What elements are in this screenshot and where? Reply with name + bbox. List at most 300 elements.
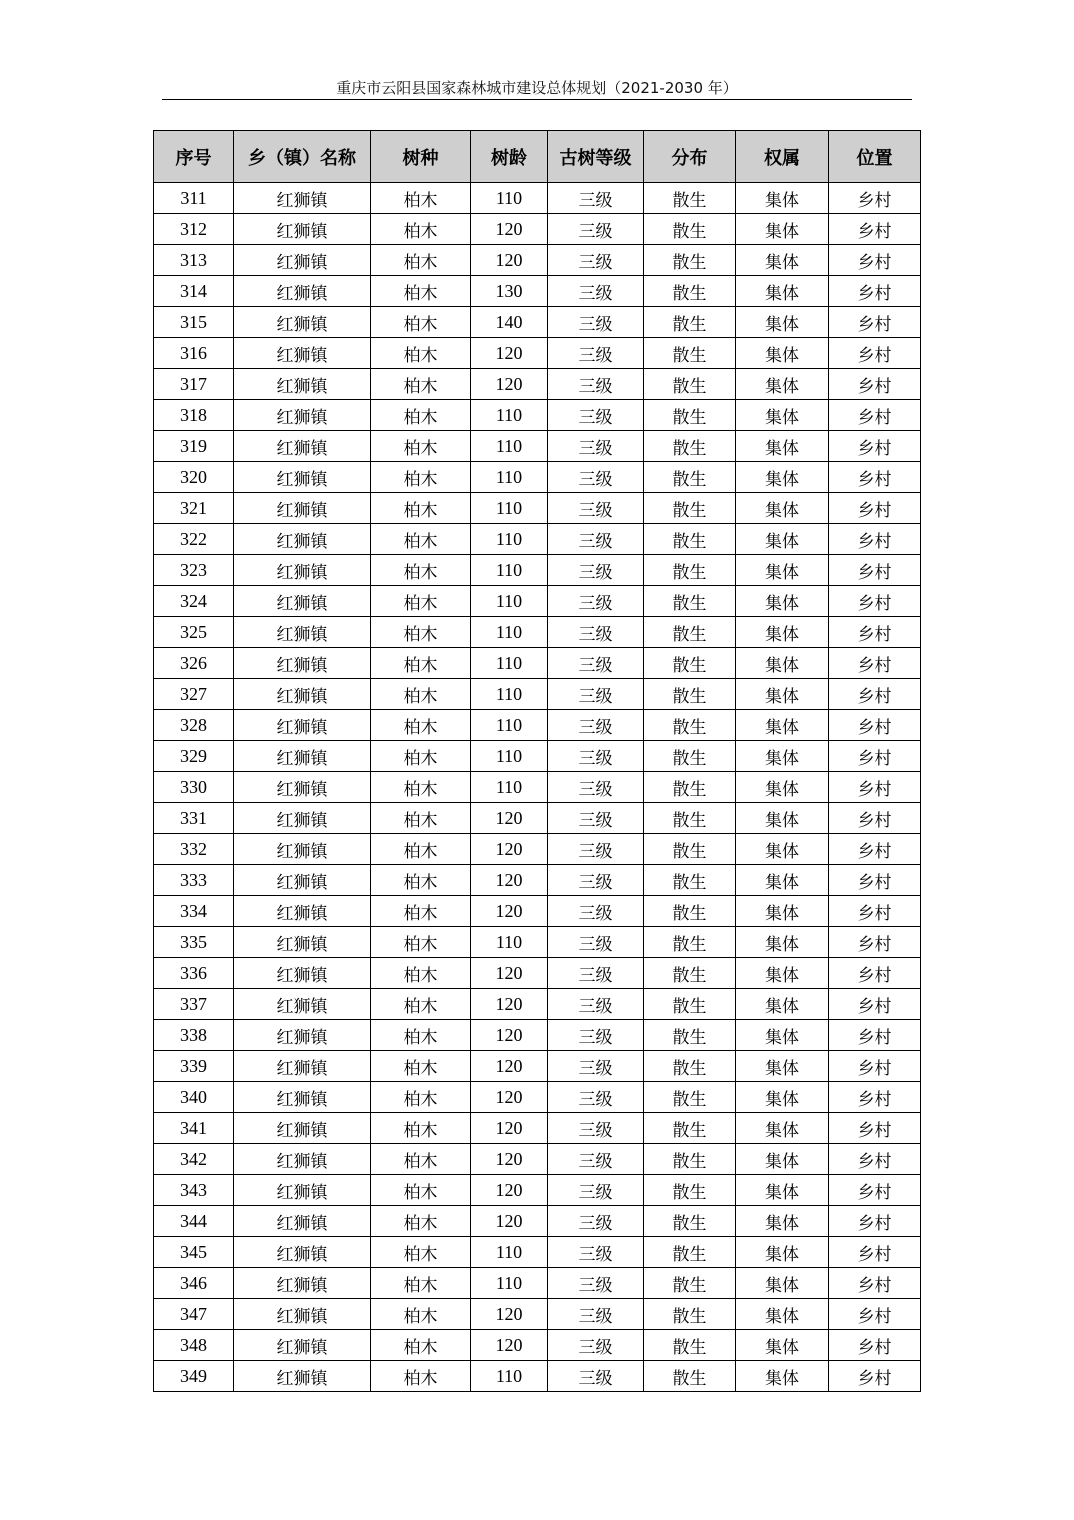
cell-ownership: 集体 xyxy=(736,710,829,741)
cell-location: 乡村 xyxy=(829,989,921,1020)
cell-age: 120 xyxy=(471,1020,548,1051)
table-row xyxy=(154,1144,921,1175)
table-row xyxy=(154,617,921,648)
cell-index: 329 xyxy=(154,741,234,772)
cell-location: 乡村 xyxy=(829,617,921,648)
cell-ownership: 集体 xyxy=(736,617,829,648)
column-header-species: 树种 xyxy=(371,131,471,183)
table-row xyxy=(154,1268,921,1299)
cell-grade: 三级 xyxy=(548,1082,644,1113)
table-row xyxy=(154,958,921,989)
table-row xyxy=(154,1051,921,1082)
cell-township: 红狮镇 xyxy=(234,1361,371,1392)
cell-species: 柏木 xyxy=(371,958,471,989)
cell-ownership: 集体 xyxy=(736,1268,829,1299)
table-row xyxy=(154,772,921,803)
cell-location: 乡村 xyxy=(829,741,921,772)
cell-grade: 三级 xyxy=(548,1299,644,1330)
cell-ownership: 集体 xyxy=(736,245,829,276)
cell-index: 346 xyxy=(154,1268,234,1299)
cell-township: 红狮镇 xyxy=(234,1330,371,1361)
cell-species: 柏木 xyxy=(371,338,471,369)
cell-location: 乡村 xyxy=(829,586,921,617)
page-header-title: 重庆市云阳县国家森林城市建设总体规划（2021-2030 年） xyxy=(336,79,738,97)
cell-grade: 三级 xyxy=(548,1206,644,1237)
cell-ownership: 集体 xyxy=(736,586,829,617)
cell-distribution: 散生 xyxy=(644,245,736,276)
cell-ownership: 集体 xyxy=(736,555,829,586)
cell-index: 326 xyxy=(154,648,234,679)
cell-age: 110 xyxy=(471,400,548,431)
cell-ownership: 集体 xyxy=(736,431,829,462)
cell-index: 322 xyxy=(154,524,234,555)
cell-township: 红狮镇 xyxy=(234,617,371,648)
cell-township: 红狮镇 xyxy=(234,803,371,834)
cell-age: 120 xyxy=(471,1113,548,1144)
cell-index: 335 xyxy=(154,927,234,958)
cell-township: 红狮镇 xyxy=(234,710,371,741)
column-header-grade: 古树等级 xyxy=(548,131,644,183)
cell-location: 乡村 xyxy=(829,431,921,462)
cell-index: 324 xyxy=(154,586,234,617)
cell-ownership: 集体 xyxy=(736,183,829,214)
column-header-township: 乡（镇）名称 xyxy=(234,131,371,183)
column-header-age: 树龄 xyxy=(471,131,548,183)
cell-species: 柏木 xyxy=(371,1361,471,1392)
cell-grade: 三级 xyxy=(548,307,644,338)
cell-species: 柏木 xyxy=(371,400,471,431)
cell-grade: 三级 xyxy=(548,493,644,524)
table-row xyxy=(154,648,921,679)
cell-index: 342 xyxy=(154,1144,234,1175)
cell-township: 红狮镇 xyxy=(234,679,371,710)
table-row xyxy=(154,369,921,400)
cell-index: 318 xyxy=(154,400,234,431)
cell-age: 120 xyxy=(471,245,548,276)
cell-index: 343 xyxy=(154,1175,234,1206)
cell-township: 红狮镇 xyxy=(234,245,371,276)
table-row xyxy=(154,679,921,710)
table-row xyxy=(154,338,921,369)
table-row xyxy=(154,1361,921,1392)
cell-location: 乡村 xyxy=(829,400,921,431)
cell-distribution: 散生 xyxy=(644,617,736,648)
cell-ownership: 集体 xyxy=(736,772,829,803)
cell-age: 110 xyxy=(471,927,548,958)
table-row xyxy=(154,276,921,307)
table-header-row xyxy=(154,131,921,183)
cell-distribution: 散生 xyxy=(644,338,736,369)
cell-ownership: 集体 xyxy=(736,400,829,431)
cell-location: 乡村 xyxy=(829,462,921,493)
cell-distribution: 散生 xyxy=(644,958,736,989)
cell-township: 红狮镇 xyxy=(234,431,371,462)
cell-age: 110 xyxy=(471,431,548,462)
table-row xyxy=(154,834,921,865)
cell-age: 110 xyxy=(471,710,548,741)
cell-age: 120 xyxy=(471,989,548,1020)
cell-species: 柏木 xyxy=(371,307,471,338)
cell-location: 乡村 xyxy=(829,1051,921,1082)
cell-species: 柏木 xyxy=(371,555,471,586)
cell-age: 120 xyxy=(471,1206,548,1237)
cell-age: 110 xyxy=(471,586,548,617)
cell-distribution: 散生 xyxy=(644,1237,736,1268)
cell-species: 柏木 xyxy=(371,276,471,307)
cell-township: 红狮镇 xyxy=(234,462,371,493)
cell-location: 乡村 xyxy=(829,276,921,307)
cell-grade: 三级 xyxy=(548,927,644,958)
cell-age: 120 xyxy=(471,958,548,989)
cell-location: 乡村 xyxy=(829,214,921,245)
cell-grade: 三级 xyxy=(548,276,644,307)
column-header-distribution: 分布 xyxy=(644,131,736,183)
cell-age: 120 xyxy=(471,214,548,245)
cell-location: 乡村 xyxy=(829,896,921,927)
cell-index: 336 xyxy=(154,958,234,989)
cell-grade: 三级 xyxy=(548,679,644,710)
cell-age: 110 xyxy=(471,1268,548,1299)
cell-grade: 三级 xyxy=(548,958,644,989)
cell-ownership: 集体 xyxy=(736,1206,829,1237)
cell-distribution: 散生 xyxy=(644,865,736,896)
cell-distribution: 散生 xyxy=(644,710,736,741)
cell-location: 乡村 xyxy=(829,369,921,400)
cell-species: 柏木 xyxy=(371,648,471,679)
cell-grade: 三级 xyxy=(548,214,644,245)
table-row xyxy=(154,400,921,431)
cell-location: 乡村 xyxy=(829,1144,921,1175)
cell-ownership: 集体 xyxy=(736,493,829,524)
cell-township: 红狮镇 xyxy=(234,741,371,772)
cell-distribution: 散生 xyxy=(644,1268,736,1299)
cell-index: 331 xyxy=(154,803,234,834)
cell-age: 120 xyxy=(471,338,548,369)
cell-grade: 三级 xyxy=(548,1268,644,1299)
cell-species: 柏木 xyxy=(371,462,471,493)
cell-grade: 三级 xyxy=(548,462,644,493)
cell-index: 321 xyxy=(154,493,234,524)
cell-ownership: 集体 xyxy=(736,1051,829,1082)
cell-distribution: 散生 xyxy=(644,741,736,772)
cell-index: 345 xyxy=(154,1237,234,1268)
cell-species: 柏木 xyxy=(371,1175,471,1206)
cell-age: 120 xyxy=(471,1330,548,1361)
table-row xyxy=(154,1113,921,1144)
cell-township: 红狮镇 xyxy=(234,865,371,896)
cell-grade: 三级 xyxy=(548,431,644,462)
cell-distribution: 散生 xyxy=(644,1175,736,1206)
table-row xyxy=(154,803,921,834)
cell-distribution: 散生 xyxy=(644,648,736,679)
cell-distribution: 散生 xyxy=(644,1113,736,1144)
cell-distribution: 散生 xyxy=(644,1206,736,1237)
cell-ownership: 集体 xyxy=(736,648,829,679)
table-row xyxy=(154,245,921,276)
cell-township: 红狮镇 xyxy=(234,214,371,245)
cell-ownership: 集体 xyxy=(736,741,829,772)
cell-distribution: 散生 xyxy=(644,803,736,834)
cell-location: 乡村 xyxy=(829,1082,921,1113)
cell-location: 乡村 xyxy=(829,493,921,524)
cell-location: 乡村 xyxy=(829,1175,921,1206)
cell-grade: 三级 xyxy=(548,1113,644,1144)
table-row xyxy=(154,214,921,245)
cell-index: 311 xyxy=(154,183,234,214)
cell-index: 337 xyxy=(154,989,234,1020)
cell-distribution: 散生 xyxy=(644,1330,736,1361)
cell-location: 乡村 xyxy=(829,834,921,865)
cell-location: 乡村 xyxy=(829,1206,921,1237)
cell-location: 乡村 xyxy=(829,679,921,710)
cell-index: 327 xyxy=(154,679,234,710)
cell-location: 乡村 xyxy=(829,803,921,834)
cell-location: 乡村 xyxy=(829,865,921,896)
cell-township: 红狮镇 xyxy=(234,555,371,586)
cell-age: 110 xyxy=(471,648,548,679)
table-row xyxy=(154,865,921,896)
cell-location: 乡村 xyxy=(829,555,921,586)
cell-grade: 三级 xyxy=(548,369,644,400)
column-header-index: 序号 xyxy=(154,131,234,183)
cell-species: 柏木 xyxy=(371,1051,471,1082)
cell-township: 红狮镇 xyxy=(234,958,371,989)
cell-distribution: 散生 xyxy=(644,431,736,462)
cell-township: 红狮镇 xyxy=(234,1206,371,1237)
table-row xyxy=(154,586,921,617)
cell-distribution: 散生 xyxy=(644,927,736,958)
cell-ownership: 集体 xyxy=(736,679,829,710)
cell-township: 红狮镇 xyxy=(234,493,371,524)
cell-grade: 三级 xyxy=(548,555,644,586)
cell-township: 红狮镇 xyxy=(234,183,371,214)
cell-index: 317 xyxy=(154,369,234,400)
cell-location: 乡村 xyxy=(829,183,921,214)
cell-index: 334 xyxy=(154,896,234,927)
cell-ownership: 集体 xyxy=(736,803,829,834)
cell-distribution: 散生 xyxy=(644,524,736,555)
cell-species: 柏木 xyxy=(371,1082,471,1113)
cell-location: 乡村 xyxy=(829,524,921,555)
cell-grade: 三级 xyxy=(548,245,644,276)
cell-grade: 三级 xyxy=(548,524,644,555)
cell-distribution: 散生 xyxy=(644,834,736,865)
cell-age: 110 xyxy=(471,524,548,555)
cell-species: 柏木 xyxy=(371,1268,471,1299)
cell-grade: 三级 xyxy=(548,741,644,772)
cell-index: 347 xyxy=(154,1299,234,1330)
cell-distribution: 散生 xyxy=(644,1020,736,1051)
cell-location: 乡村 xyxy=(829,245,921,276)
cell-location: 乡村 xyxy=(829,958,921,989)
cell-index: 339 xyxy=(154,1051,234,1082)
cell-species: 柏木 xyxy=(371,927,471,958)
cell-index: 315 xyxy=(154,307,234,338)
cell-species: 柏木 xyxy=(371,1299,471,1330)
table-body xyxy=(154,183,921,1392)
cell-species: 柏木 xyxy=(371,214,471,245)
cell-grade: 三级 xyxy=(548,1020,644,1051)
cell-grade: 三级 xyxy=(548,648,644,679)
cell-species: 柏木 xyxy=(371,617,471,648)
cell-grade: 三级 xyxy=(548,338,644,369)
cell-township: 红狮镇 xyxy=(234,1144,371,1175)
cell-location: 乡村 xyxy=(829,927,921,958)
cell-ownership: 集体 xyxy=(736,834,829,865)
cell-species: 柏木 xyxy=(371,989,471,1020)
cell-age: 130 xyxy=(471,276,548,307)
table-row xyxy=(154,1299,921,1330)
cell-location: 乡村 xyxy=(829,1020,921,1051)
cell-location: 乡村 xyxy=(829,1330,921,1361)
cell-index: 348 xyxy=(154,1330,234,1361)
cell-age: 110 xyxy=(471,617,548,648)
cell-township: 红狮镇 xyxy=(234,307,371,338)
cell-township: 红狮镇 xyxy=(234,1175,371,1206)
cell-ownership: 集体 xyxy=(736,865,829,896)
cell-grade: 三级 xyxy=(548,1361,644,1392)
cell-grade: 三级 xyxy=(548,834,644,865)
cell-township: 红狮镇 xyxy=(234,276,371,307)
cell-index: 328 xyxy=(154,710,234,741)
cell-grade: 三级 xyxy=(548,803,644,834)
cell-township: 红狮镇 xyxy=(234,400,371,431)
cell-species: 柏木 xyxy=(371,803,471,834)
cell-township: 红狮镇 xyxy=(234,1299,371,1330)
cell-species: 柏木 xyxy=(371,741,471,772)
cell-location: 乡村 xyxy=(829,1299,921,1330)
cell-age: 110 xyxy=(471,493,548,524)
cell-age: 110 xyxy=(471,679,548,710)
table-row xyxy=(154,183,921,214)
cell-location: 乡村 xyxy=(829,710,921,741)
cell-township: 红狮镇 xyxy=(234,586,371,617)
cell-distribution: 散生 xyxy=(644,772,736,803)
cell-grade: 三级 xyxy=(548,1175,644,1206)
cell-grade: 三级 xyxy=(548,1144,644,1175)
cell-township: 红狮镇 xyxy=(234,1268,371,1299)
cell-distribution: 散生 xyxy=(644,276,736,307)
cell-grade: 三级 xyxy=(548,989,644,1020)
cell-age: 110 xyxy=(471,1237,548,1268)
cell-grade: 三级 xyxy=(548,1330,644,1361)
cell-species: 柏木 xyxy=(371,896,471,927)
cell-township: 红狮镇 xyxy=(234,1051,371,1082)
cell-distribution: 散生 xyxy=(644,400,736,431)
cell-species: 柏木 xyxy=(371,1144,471,1175)
cell-distribution: 散生 xyxy=(644,493,736,524)
table-row xyxy=(154,1237,921,1268)
cell-location: 乡村 xyxy=(829,307,921,338)
cell-distribution: 散生 xyxy=(644,1082,736,1113)
cell-grade: 三级 xyxy=(548,772,644,803)
cell-index: 316 xyxy=(154,338,234,369)
cell-index: 325 xyxy=(154,617,234,648)
cell-township: 红狮镇 xyxy=(234,1237,371,1268)
cell-distribution: 散生 xyxy=(644,1144,736,1175)
cell-location: 乡村 xyxy=(829,648,921,679)
cell-township: 红狮镇 xyxy=(234,927,371,958)
cell-age: 120 xyxy=(471,865,548,896)
cell-age: 120 xyxy=(471,1082,548,1113)
cell-ownership: 集体 xyxy=(736,1361,829,1392)
cell-township: 红狮镇 xyxy=(234,524,371,555)
cell-age: 110 xyxy=(471,772,548,803)
table-row xyxy=(154,307,921,338)
cell-age: 120 xyxy=(471,369,548,400)
cell-distribution: 散生 xyxy=(644,555,736,586)
cell-species: 柏木 xyxy=(371,369,471,400)
cell-ownership: 集体 xyxy=(736,276,829,307)
cell-location: 乡村 xyxy=(829,1268,921,1299)
cell-grade: 三级 xyxy=(548,400,644,431)
cell-ownership: 集体 xyxy=(736,989,829,1020)
cell-ownership: 集体 xyxy=(736,1082,829,1113)
table-row xyxy=(154,1082,921,1113)
cell-index: 338 xyxy=(154,1020,234,1051)
cell-ownership: 集体 xyxy=(736,958,829,989)
cell-location: 乡村 xyxy=(829,1361,921,1392)
cell-ownership: 集体 xyxy=(736,524,829,555)
cell-age: 110 xyxy=(471,183,548,214)
cell-species: 柏木 xyxy=(371,183,471,214)
cell-ownership: 集体 xyxy=(736,1113,829,1144)
table-row xyxy=(154,462,921,493)
cell-township: 红狮镇 xyxy=(234,369,371,400)
table-row xyxy=(154,1175,921,1206)
cell-species: 柏木 xyxy=(371,1113,471,1144)
cell-species: 柏木 xyxy=(371,1206,471,1237)
cell-index: 320 xyxy=(154,462,234,493)
cell-distribution: 散生 xyxy=(644,369,736,400)
cell-ownership: 集体 xyxy=(736,1175,829,1206)
cell-species: 柏木 xyxy=(371,1330,471,1361)
table-row xyxy=(154,524,921,555)
cell-species: 柏木 xyxy=(371,524,471,555)
cell-species: 柏木 xyxy=(371,245,471,276)
cell-age: 110 xyxy=(471,555,548,586)
column-header-location: 位置 xyxy=(829,131,921,183)
cell-ownership: 集体 xyxy=(736,1299,829,1330)
cell-township: 红狮镇 xyxy=(234,338,371,369)
cell-species: 柏木 xyxy=(371,586,471,617)
cell-age: 120 xyxy=(471,1299,548,1330)
cell-distribution: 散生 xyxy=(644,1051,736,1082)
cell-age: 120 xyxy=(471,1144,548,1175)
cell-location: 乡村 xyxy=(829,338,921,369)
cell-location: 乡村 xyxy=(829,1113,921,1144)
column-header-ownership: 权属 xyxy=(736,131,829,183)
table-row xyxy=(154,710,921,741)
table-row xyxy=(154,1330,921,1361)
cell-age: 110 xyxy=(471,1361,548,1392)
table-row xyxy=(154,431,921,462)
cell-ownership: 集体 xyxy=(736,1237,829,1268)
cell-grade: 三级 xyxy=(548,586,644,617)
cell-distribution: 散生 xyxy=(644,214,736,245)
ancient-tree-table xyxy=(153,130,921,1392)
cell-index: 349 xyxy=(154,1361,234,1392)
cell-species: 柏木 xyxy=(371,1020,471,1051)
header-rule xyxy=(162,99,912,100)
cell-distribution: 散生 xyxy=(644,1361,736,1392)
cell-age: 120 xyxy=(471,1051,548,1082)
cell-distribution: 散生 xyxy=(644,586,736,617)
cell-ownership: 集体 xyxy=(736,1330,829,1361)
cell-index: 323 xyxy=(154,555,234,586)
table-row xyxy=(154,989,921,1020)
cell-age: 120 xyxy=(471,834,548,865)
